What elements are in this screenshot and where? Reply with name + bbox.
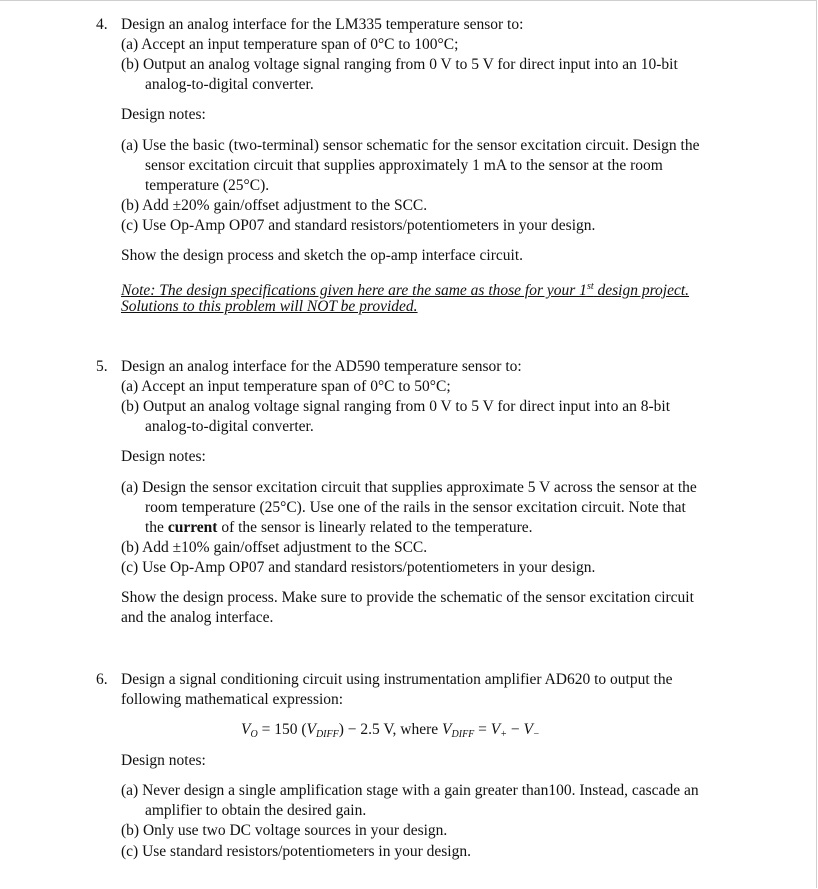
q5-note-a-line3: the current of the sensor is linearly related to the temperature. [145,519,533,536]
q6-equation: $V_O = 150$ $(V_{DIFF}) - 2.5$ V, where $V_{DIFF} = V_+ - V_-$ [241,721,540,740]
q4-note-line1: Note: The design specifications given here are the same as those for your 1st design project. [121,281,690,300]
q5-notes-label: Design notes: [121,448,206,465]
q4-note-a-line3: temperature (25°C). [145,177,270,194]
q4-item-b-line2: analog-to-digital converter. [145,76,314,93]
q6-intro-line2: following mathematical expression: [121,691,344,708]
q5-item-a: (a) Accept an input temperature span of 0°C to 50°C; [121,378,451,395]
q5-intro: Design an analog interface for the AD590 temperature sensor to: [121,358,522,375]
q4-note-b: (b) Add ±20% gain/offset adjustment to the SCC. [121,197,428,214]
q6-note-c: (c) Use standard resistors/potentiometers in your design. [121,843,471,860]
q5-show-line1: Show the design process. Make sure to provide the schematic of the sensor excitation circuit [121,589,694,606]
q6-note-a-line1: (a) Never design a single amplification stage with a gain greater than100. Instead, cascade an [121,782,699,799]
q5-note-a-line2: room temperature (25°C). Use one of the rails in the sensor excitation circuit. Note that [145,499,686,516]
q5-note-a-line1: (a) Design the sensor excitation circuit that supplies approximate 5 V across the sensor at the [121,479,697,496]
q4-intro: Design an analog interface for the LM335 temperature sensor to: [121,16,524,33]
q5-note-c: (c) Use Op-Amp OP07 and standard resistors/potentiometers in your design. [121,559,596,576]
q4-number: 4. [96,16,108,33]
q5-show-line2: and the analog interface. [121,609,274,626]
q5-note-b: (b) Add ±10% gain/offset adjustment to the SCC. [121,539,428,556]
q6-note-a-line2: amplifier to obtain the desired gain. [145,802,367,819]
q4-note-a-line2: sensor excitation circuit that supplies approximately 1 mA to the sensor at the room [145,157,663,174]
q4-show: Show the design process and sketch the op-amp interface circuit. [121,247,524,264]
q6-notes-label: Design notes: [121,752,206,769]
q4-note-line2: Solutions to this problem will NOT be provided. [121,298,418,315]
q5-number: 5. [96,358,108,375]
q4-note-c: (c) Use Op-Amp OP07 and standard resistors/potentiometers in your design. [121,217,596,234]
q6-note-b: (b) Only use two DC voltage sources in your design. [121,822,448,839]
q4-item-b-line1: (b) Output an analog voltage signal ranging from 0 V to 5 V for direct input into an 10-bit [121,56,678,73]
q6-number: 6. [96,671,108,688]
q5-item-b-line1: (b) Output an analog voltage signal ranging from 0 V to 5 V for direct input into an 8-bit [121,398,671,415]
q4-item-a: (a) Accept an input temperature span of 0°C to 100°C; [121,36,459,53]
q4-note-a-line1: (a) Use the basic (two-terminal) sensor schematic for the sensor excitation circuit. Design the [121,137,700,154]
q5-item-b-line2: analog-to-digital converter. [145,418,314,435]
q4-notes-label: Design notes: [121,106,206,123]
q6-intro-line1: Design a signal conditioning circuit using instrumentation amplifier AD620 to output the [121,671,673,688]
